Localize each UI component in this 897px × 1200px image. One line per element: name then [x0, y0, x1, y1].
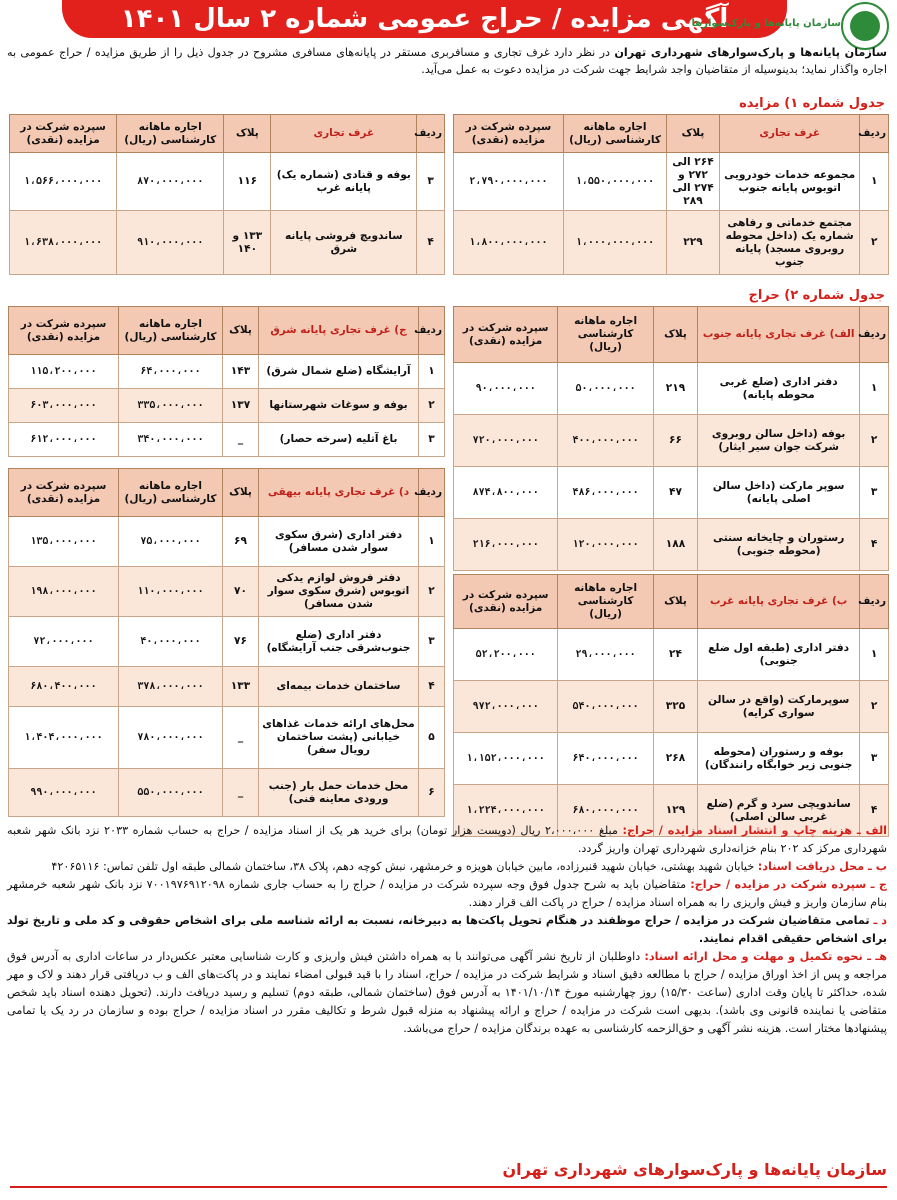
footer-divider	[10, 1186, 887, 1188]
row-deposit: ۹۰،۰۰۰،۰۰۰	[454, 363, 558, 415]
col-rent-header: اجاره ماهانه کارشناسی (ریال)	[119, 307, 223, 355]
note-e	[7, 948, 887, 1038]
row-name: مجموعه خدمات خودرویی اتوبوس پایانه جنوب	[719, 153, 860, 211]
table-row	[9, 517, 445, 567]
note-a	[7, 822, 887, 858]
row-deposit: ۶۸۰،۴۰۰،۰۰۰	[9, 667, 119, 707]
row-plaque: ۶۹	[223, 517, 259, 567]
row-rent: ۶۴۰،۰۰۰،۰۰۰	[558, 733, 653, 785]
row-number: ۲	[860, 211, 889, 275]
intro-org-name: سازمان پایانه‌ها و پارک‌سوارهای شهرداری تهران	[614, 46, 887, 59]
table1-left	[9, 114, 445, 275]
row-number: ۲	[860, 681, 889, 733]
table-row	[10, 211, 445, 275]
note-d	[7, 912, 887, 948]
row-plaque: ۱۸۸	[653, 519, 697, 571]
col-row-header: ردیف	[860, 575, 889, 629]
row-name: بوفه و رستوران (محوطه جنوبی زیر خوابگاه رانندگان)	[698, 733, 860, 785]
table2-south	[453, 306, 889, 571]
table2-beyhaghi	[8, 468, 445, 817]
col-row-header: ردیف	[860, 307, 889, 363]
row-deposit: ۱،۲۲۴،۰۰۰،۰۰۰	[454, 785, 558, 837]
row-rent: ۳۷۸،۰۰۰،۰۰۰	[119, 667, 223, 707]
row-name: سوپرمارکت (واقع در سالن سواری کرایه)	[698, 681, 860, 733]
col-plaque-header: پلاک	[667, 115, 720, 153]
note-c-text: متقاضیان باید به شرح جدول فوق وجه سپرده شرکت در مزایده / حراج را به حساب جاری شماره ۷۰۰۱۹۷۶۹۱۲۰۹۸ نزد بانک شهر شعبه خرمشهر بنام سازمان واریز و فیش واریزی را به همراه اسناد مزایده / حراج در پاکت الف قرار دهند.	[7, 878, 887, 909]
row-rent: ۳۴۰،۰۰۰،۰۰۰	[119, 423, 223, 457]
row-plaque: ۷۶	[223, 617, 259, 667]
row-name: دفتر اداری (شرق سکوی سوار شدن مسافر)	[259, 517, 419, 567]
table-row	[9, 567, 445, 617]
col-row-header: ردیف	[860, 115, 889, 153]
row-rent: ۸۷۰،۰۰۰،۰۰۰	[117, 153, 224, 211]
row-name: بوفه و سوغات شهرستانها	[259, 389, 419, 423]
note-b	[7, 858, 887, 876]
row-number: ۳	[860, 467, 889, 519]
row-deposit: ۱،۵۶۶،۰۰۰،۰۰۰	[10, 153, 117, 211]
row-plaque: ۲۱۹	[653, 363, 697, 415]
col-row-header: ردیف	[417, 115, 445, 153]
row-plaque: ۷۰	[223, 567, 259, 617]
col-rent-header: اجاره ماهانه کارشناسی (ریال)	[119, 469, 223, 517]
row-name: رستوران و چایخانه سنتی (محوطه جنوبی)	[698, 519, 860, 571]
col-deposit-header: سپرده شرکت در مزایده (نقدی)	[9, 307, 119, 355]
col-name-header: غرف تجاری	[271, 115, 417, 153]
row-deposit: ۱۳۵،۰۰۰،۰۰۰	[9, 517, 119, 567]
col-rent-header: اجاره ماهانه کارشناسی (ریال)	[558, 307, 653, 363]
note-a-label: الف ـ هزینه چاپ و انتشار اسناد مزایده / حراج:	[622, 824, 888, 837]
row-number: ۲	[419, 389, 445, 423]
note-a-text: مبلغ ۲،۰۰۰،۰۰۰ ریال (دویست هزار تومان) برای خرید هر یک از اسناد مزایده / حراج به حساب شماره ۲۰۳۳ نزد بانک شهر شعبه شهرداری مرکز کد ۲۰۲ بنام خزانه‌داری شهرداری تهران واریز گردد.	[7, 824, 887, 855]
row-name: سوپر مارکت (داخل سالن اصلی پایانه)	[698, 467, 860, 519]
row-number: ۱	[860, 153, 889, 211]
table-row	[454, 153, 889, 211]
intro-paragraph	[7, 44, 887, 78]
row-deposit: ۷۲۰،۰۰۰،۰۰۰	[454, 415, 558, 467]
row-plaque: ۱۳۷	[223, 389, 259, 423]
row-deposit: ۱،۱۵۲،۰۰۰،۰۰۰	[454, 733, 558, 785]
row-number: ۳	[419, 423, 445, 457]
row-name: محل‌های ارائه خدمات غذاهای خیابانی (پشت ساختمان رویال سفر)	[259, 707, 419, 769]
row-deposit: ۱،۶۳۸،۰۰۰،۰۰۰	[10, 211, 117, 275]
logo-emblem-icon	[850, 11, 880, 41]
notice-banner: آگهی مزایده / حراج عمومی شماره ۲ سال ۱۴۰۱	[62, 0, 787, 38]
table-row	[454, 733, 889, 785]
col-deposit-header: سپرده شرکت در مزایده (نقدی)	[10, 115, 117, 153]
row-number: ۱	[419, 355, 445, 389]
row-rent: ۲۹،۰۰۰،۰۰۰	[558, 629, 653, 681]
row-name: ساندویچ فروشی پایانه شرق	[271, 211, 417, 275]
table2-title: جدول شماره ۲) حراج	[748, 288, 885, 303]
row-deposit: ۱۱۵،۲۰۰،۰۰۰	[9, 355, 119, 389]
row-number: ۴	[419, 667, 445, 707]
row-plaque: ۴۷	[653, 467, 697, 519]
row-deposit: ۷۲،۰۰۰،۰۰۰	[9, 617, 119, 667]
row-rent: ۱،۵۵۰،۰۰۰،۰۰۰	[563, 153, 666, 211]
row-number: ۳	[419, 617, 445, 667]
row-number: ۱	[860, 629, 889, 681]
row-deposit: ۱۹۸،۰۰۰،۰۰۰	[9, 567, 119, 617]
notes-section	[7, 822, 887, 1038]
row-name: باغ آتلیه (سرخه حصار)	[259, 423, 419, 457]
row-plaque: _	[223, 769, 259, 817]
col-plaque-header: پلاک	[223, 469, 259, 517]
table1-title: جدول شماره ۱) مزایده	[739, 96, 885, 111]
organization-logo	[841, 2, 889, 50]
row-name: آرایشگاه (ضلع شمال شرق)	[259, 355, 419, 389]
table2-east	[8, 306, 445, 457]
row-plaque: _	[223, 707, 259, 769]
note-b-text: خیابان شهید بهشتی، خیابان شهید قنبرزاده، مابین خیابان هویزه و خرمشهر، نبش کوچه دهم، پلاک ۳۸، ساختمان شمالی طبقه اول تلفن تماس: ۴۲۰۶۵۱۱۶	[51, 860, 758, 873]
row-number: ۴	[860, 519, 889, 571]
row-rent: ۴۰۰،۰۰۰،۰۰۰	[558, 415, 653, 467]
footer-org-name: سازمان پایانه‌ها و پارک‌سوارهای شهرداری تهران	[502, 1160, 887, 1179]
row-name: مجتمع خدماتی و رفاهی شماره یک (داخل محوطه روبروی مسجد) پایانه جنوب	[719, 211, 860, 275]
note-b-label: ب ـ محل دریافت اسناد:	[757, 860, 887, 873]
row-name: بوفه و قنادی (شماره یک) پایانه غرب	[271, 153, 417, 211]
row-plaque: _	[223, 423, 259, 457]
col-rent-header: اجاره ماهانه کارشناسی (ریال)	[558, 575, 653, 629]
row-rent: ۱،۰۰۰،۰۰۰،۰۰۰	[563, 211, 666, 275]
row-rent: ۴۰،۰۰۰،۰۰۰	[119, 617, 223, 667]
table-row	[454, 519, 889, 571]
row-rent: ۵۵۰،۰۰۰،۰۰۰	[119, 769, 223, 817]
row-plaque: ۱۴۳	[223, 355, 259, 389]
west-heading: ب) غرف تجاری پایانه غرب	[698, 575, 860, 629]
row-rent: ۹۱۰،۰۰۰،۰۰۰	[117, 211, 224, 275]
row-plaque: ۲۶۸	[653, 733, 697, 785]
table-row	[454, 467, 889, 519]
table-row	[10, 153, 445, 211]
table-row	[454, 681, 889, 733]
row-rent: ۷۸۰،۰۰۰،۰۰۰	[119, 707, 223, 769]
table-row	[454, 363, 889, 415]
col-rent-header: اجاره ماهانه کارشناسی (ریال)	[563, 115, 666, 153]
south-heading: الف) غرف تجاری پایانه جنوب	[698, 307, 860, 363]
note-d-label: د ـ	[873, 914, 887, 927]
row-rent: ۶۴،۰۰۰،۰۰۰	[119, 355, 223, 389]
row-name: ساندویچی سرد و گرم (ضلع غربی سالن اصلی)	[698, 785, 860, 837]
row-name: محل خدمات حمل بار (جنب ورودی معاینه فنی)	[259, 769, 419, 817]
table2-west	[453, 574, 889, 837]
table-row	[9, 707, 445, 769]
row-number: ۲	[419, 567, 445, 617]
row-name: بوفه (داخل سالن روبروی شرکت جوان سیر ایثار)	[698, 415, 860, 467]
note-e-text: داوطلبان از تاریخ نشر آگهی می‌توانند با به همراه داشتن فیش واریزی و کارت شناسایی معتبر عکس‌دار در ساعات اداری به آدرس فوق مراجعه و پس از اخذ اوراق مزایده / حراج با مطالعه دقیق اسناد و شرایط شرکت در مزایده / حراج، اسناد را با قید قبولی امضاء نمایند و در پاکت‌های الف و ب دریافتی قرار دهند و لاک و مهر شده، حداکثر تا پایان وقت اداری (ساعت ۱۵/۳۰) روز چهارشنبه مورخ ۱۴۰۱/۱۰/۱۴ به آدرس فوق (ساختمان شمالی، طبقه دوم) تسلیم و رسید دریافت دارند. (تحویل دهنده اسناد باید شخص متقاضی یا نماینده قانونی وی باشد). بدیهی است شرکت در مزایده / حراج و ارائه پیشنهاد به منزله قبول شرط و تکالیف مقرر در اسناد مزایده / حراج بوده و سازمان در رد یک یا تمامی پیشنهادها مختار است. هزینه نشر آگهی و حق‌الزحمه کارشناسی به عهده برندگان مزایده / حراج می‌باشد.	[7, 950, 887, 1035]
row-deposit: ۲۱۶،۰۰۰،۰۰۰	[454, 519, 558, 571]
col-deposit-header: سپرده شرکت در مزایده (نقدی)	[454, 307, 558, 363]
table-row	[9, 423, 445, 457]
row-plaque: ۱۳۳ و ۱۴۰	[224, 211, 271, 275]
row-rent: ۳۳۵،۰۰۰،۰۰۰	[119, 389, 223, 423]
row-plaque: ۱۱۶	[224, 153, 271, 211]
row-plaque: ۱۳۳	[223, 667, 259, 707]
row-rent: ۴۸۶،۰۰۰،۰۰۰	[558, 467, 653, 519]
col-deposit-header: سپرده شرکت در مزایده (نقدی)	[9, 469, 119, 517]
row-plaque: ۱۲۹	[653, 785, 697, 837]
row-name: دفتر اداری (ضلع غربی محوطه پایانه)	[698, 363, 860, 415]
row-deposit: ۱،۴۰۴،۰۰۰،۰۰۰	[9, 707, 119, 769]
table-row	[454, 415, 889, 467]
col-row-header: ردیف	[419, 469, 445, 517]
row-number: ۱	[860, 363, 889, 415]
col-plaque-header: پلاک	[653, 575, 697, 629]
table1-right	[453, 114, 889, 275]
row-name: دفتر اداری (طبقه اول ضلع جنوبی)	[698, 629, 860, 681]
intro-text: در نظر دارد غرف تجاری و مسافربری مستقر در پایانه‌های مسافری مشروح در جدول ذیل را از طریق مزایده / حراج عمومی به اجاره واگذار نماید؛ بدینوسیله از متقاضیان واجد شرایط جهت شرکت در مزایده دعوت به عمل می‌آید.	[7, 46, 887, 76]
col-deposit-header: سپرده شرکت در مزایده (نقدی)	[454, 575, 558, 629]
row-rent: ۱۱۰،۰۰۰،۰۰۰	[119, 567, 223, 617]
row-deposit: ۶۱۲،۰۰۰،۰۰۰	[9, 423, 119, 457]
row-plaque: ۲۲۹	[667, 211, 720, 275]
beyhaghi-heading: د) غرف تجاری پایانه بیهقی	[259, 469, 419, 517]
row-plaque: ۶۶	[653, 415, 697, 467]
row-rent: ۶۸۰،۰۰۰،۰۰۰	[558, 785, 653, 837]
organization-name-small: سازمان پایانه‌ها و پارک‌سوارها	[691, 18, 841, 29]
col-row-header: ردیف	[419, 307, 445, 355]
row-rent: ۷۵،۰۰۰،۰۰۰	[119, 517, 223, 567]
row-deposit: ۹۹۰،۰۰۰،۰۰۰	[9, 769, 119, 817]
note-c-label: ج ـ سپرده شرکت در مزایده / حراج:	[690, 878, 887, 891]
table-row	[454, 211, 889, 275]
table-row	[9, 667, 445, 707]
row-name: ساختمان خدمات بیمه‌ای	[259, 667, 419, 707]
col-plaque-header: پلاک	[653, 307, 697, 363]
row-number: ۴	[860, 785, 889, 837]
col-rent-header: اجاره ماهانه کارشناسی (ریال)	[117, 115, 224, 153]
row-number: ۵	[419, 707, 445, 769]
row-plaque: ۳۲۵	[653, 681, 697, 733]
row-rent: ۵۴۰،۰۰۰،۰۰۰	[558, 681, 653, 733]
row-deposit: ۹۷۲،۰۰۰،۰۰۰	[454, 681, 558, 733]
row-number: ۶	[419, 769, 445, 817]
row-deposit: ۱،۸۰۰،۰۰۰،۰۰۰	[454, 211, 564, 275]
table-row	[9, 355, 445, 389]
east-heading: ج) غرف تجاری پایانه شرق	[259, 307, 419, 355]
row-deposit: ۲،۷۹۰،۰۰۰،۰۰۰	[454, 153, 564, 211]
row-plaque: ۲۴	[653, 629, 697, 681]
note-d-text: تمامی متقاضیان شرکت در مزایده / حراج موظفند در هنگام تحویل پاکت‌ها به دبیرخانه، نسبت به ارائه شناسه ملی برای اشخاص حقوقی و کد ملی و تاریخ تولد برای اشخاص حقیقی اقدام نمایند.	[7, 914, 887, 945]
note-e-label: هـ ـ نحوه تکمیل و مهلت و محل ارائه اسناد:	[644, 950, 887, 963]
col-plaque-header: پلاک	[223, 307, 259, 355]
row-deposit: ۶۰۳،۰۰۰،۰۰۰	[9, 389, 119, 423]
note-c	[7, 876, 887, 912]
table-row	[9, 389, 445, 423]
row-name: دفتر فروش لوازم یدکی اتوبوس (شرق سکوی سوار شدن مسافر)	[259, 567, 419, 617]
row-number: ۲	[860, 415, 889, 467]
row-deposit: ۸۷۴،۸۰۰،۰۰۰	[454, 467, 558, 519]
row-number: ۱	[419, 517, 445, 567]
col-name-header: غرف تجاری	[719, 115, 860, 153]
table-row	[9, 769, 445, 817]
row-rent: ۵۰،۰۰۰،۰۰۰	[558, 363, 653, 415]
row-name: دفتر اداری (ضلع جنوب‌شرقی جنب آرایشگاه)	[259, 617, 419, 667]
row-rent: ۱۲۰،۰۰۰،۰۰۰	[558, 519, 653, 571]
row-plaque: ۲۶۴ الی ۲۷۲ و ۲۷۴ الی ۲۸۹	[667, 153, 720, 211]
row-number: ۴	[417, 211, 445, 275]
row-deposit: ۵۲،۲۰۰،۰۰۰	[454, 629, 558, 681]
col-plaque-header: پلاک	[224, 115, 271, 153]
row-number: ۳	[860, 733, 889, 785]
table-row	[9, 617, 445, 667]
table-row	[454, 629, 889, 681]
row-number: ۳	[417, 153, 445, 211]
col-deposit-header: سپرده شرکت در مزایده (نقدی)	[454, 115, 564, 153]
